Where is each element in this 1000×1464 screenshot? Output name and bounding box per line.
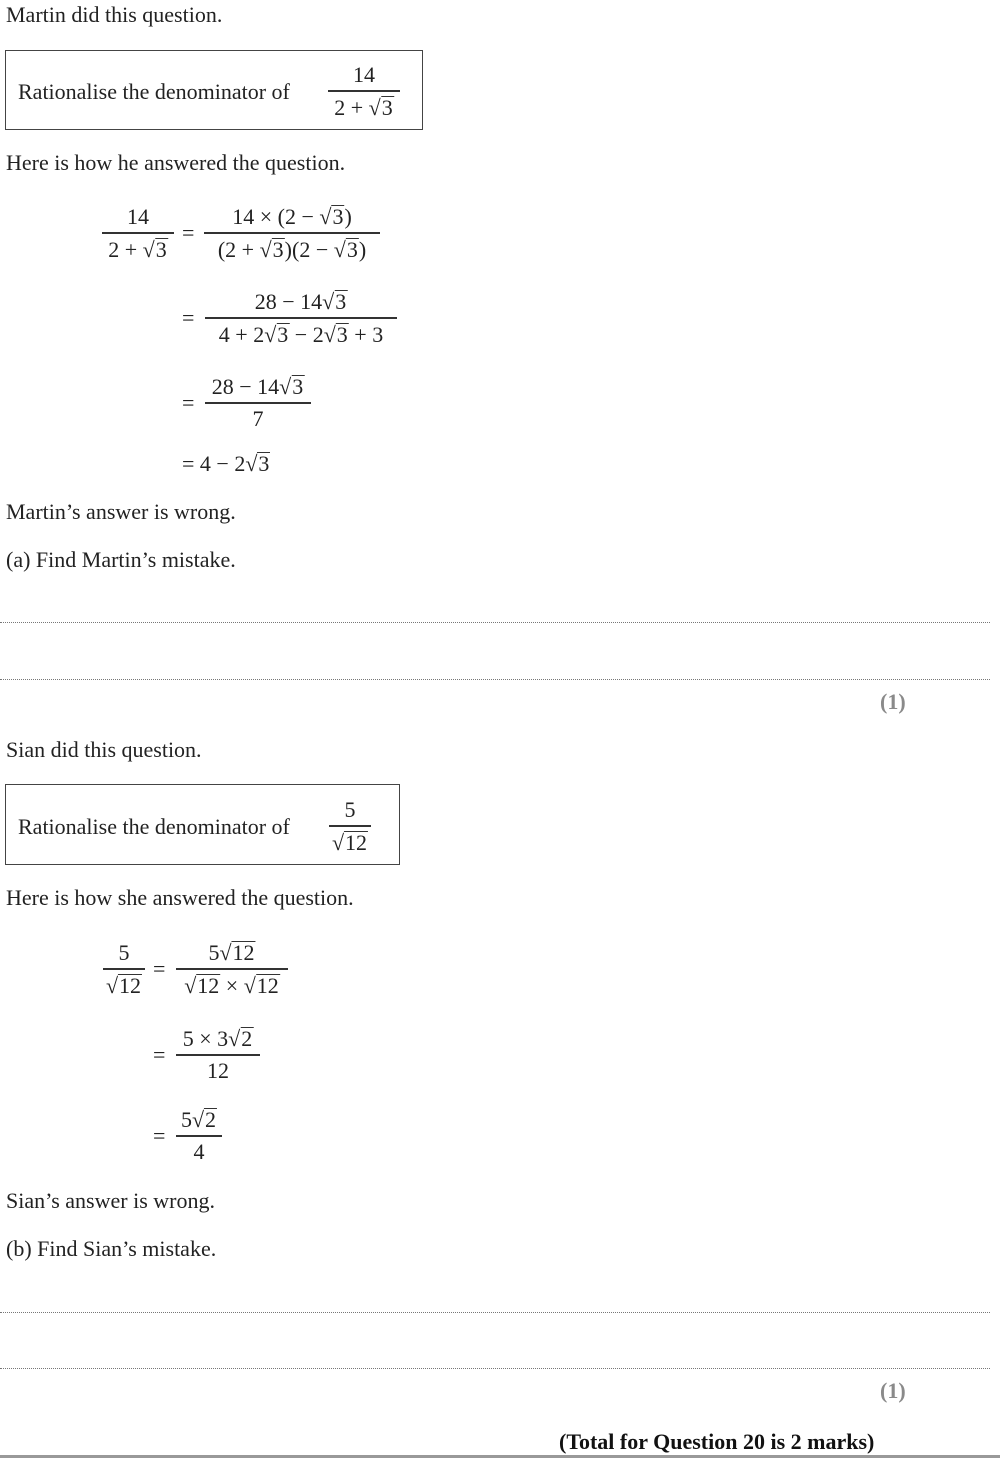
fraction-numerator: 14 bbox=[353, 62, 375, 87]
sian-conclusion: Sian’s answer is wrong. bbox=[6, 1188, 215, 1213]
equals-sign: = bbox=[182, 220, 195, 245]
question-b-prompt: (b) Find Sian’s mistake. bbox=[6, 1236, 217, 1261]
fraction-denominator: √12 bbox=[331, 830, 368, 855]
equals-sign: = bbox=[153, 1123, 166, 1148]
equals-sign: = bbox=[182, 390, 195, 415]
question-box-a bbox=[5, 50, 423, 130]
fraction-bar bbox=[329, 825, 371, 826]
question-box-label: Rationalise the denominator of bbox=[18, 814, 290, 839]
equals-sign: = bbox=[153, 956, 166, 981]
martin-intro: Martin did this question. bbox=[6, 2, 223, 27]
equals-sign: = bbox=[153, 1042, 166, 1067]
answer-line[interactable] bbox=[0, 679, 990, 680]
martin-method-intro: Here is how he answered the question. bbox=[6, 150, 346, 175]
answer-line[interactable] bbox=[0, 1312, 990, 1313]
final-answer: = 4 − 2√3 bbox=[182, 451, 270, 476]
equals-sign: = bbox=[182, 305, 195, 330]
answer-line[interactable] bbox=[0, 1368, 990, 1369]
question-box-label: Rationalise the denominator of bbox=[18, 79, 290, 104]
page-bottom-rule bbox=[0, 1455, 1000, 1458]
question-box-b bbox=[5, 784, 400, 865]
question-a-prompt: (a) Find Martin’s mistake. bbox=[6, 547, 236, 572]
marks-a: (1) bbox=[880, 689, 906, 714]
answer-line[interactable] bbox=[0, 622, 990, 623]
total-marks: (Total for Question 20 is 2 marks) bbox=[559, 1429, 875, 1454]
sian-method-intro: Here is how she answered the question. bbox=[6, 885, 354, 910]
sian-intro: Sian did this question. bbox=[6, 737, 202, 762]
fraction-numerator: 5 bbox=[344, 797, 356, 822]
fraction-denominator: 2 + √3 bbox=[334, 95, 393, 120]
martin-conclusion: Martin’s answer is wrong. bbox=[6, 499, 236, 524]
fraction-bar bbox=[328, 90, 400, 91]
marks-b: (1) bbox=[880, 1378, 906, 1403]
